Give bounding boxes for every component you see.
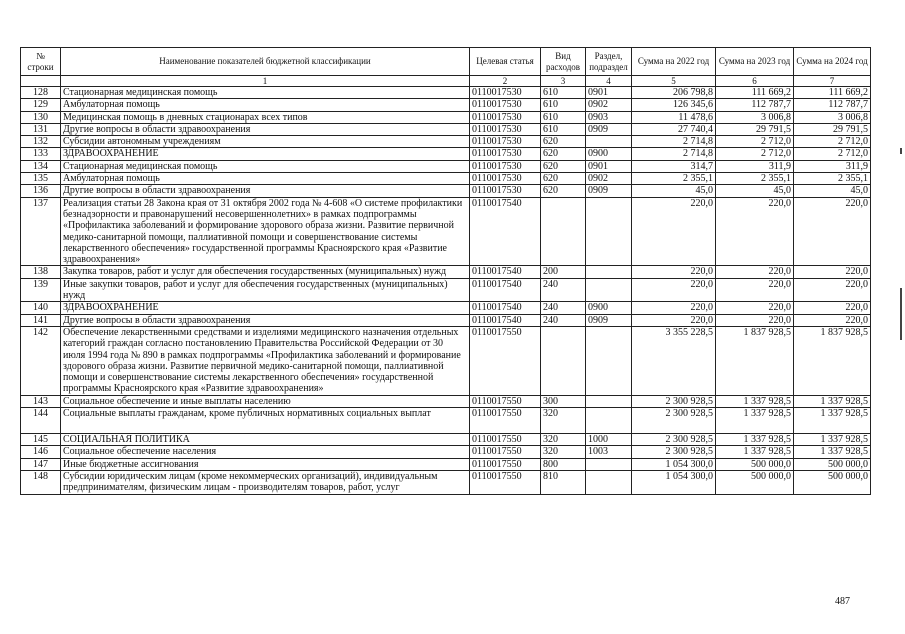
- row-sum-2023: 111 669,2: [716, 87, 794, 99]
- row-sum-2024: 2 712,0: [794, 148, 871, 160]
- row-sum-2022: 220,0: [632, 314, 716, 326]
- row-sum-2023: 2 355,1: [716, 173, 794, 185]
- row-number: 137: [21, 197, 61, 266]
- table-row: [21, 278, 871, 302]
- row-sum-2024: 2 712,0: [794, 136, 871, 148]
- row-target-article: 0110017530: [470, 185, 541, 197]
- row-sum-2024: 111 669,2: [794, 87, 871, 99]
- row-expense-type: 300: [541, 395, 586, 407]
- row-name: ЗДРАВООХРАНЕНИЕ: [61, 302, 470, 314]
- scan-edge-mark: [900, 288, 902, 340]
- row-sum-2023: 2 712,0: [716, 136, 794, 148]
- row-sum-2024: 1 337 928,5: [794, 446, 871, 458]
- row-section: [586, 266, 632, 278]
- table-row: [21, 434, 871, 446]
- row-sum-2024: 29 791,5: [794, 123, 871, 135]
- row-name: Субсидии юридическим лицам (кроме некоммерческих организаций), индивидуальным предпринимателям, физическим лицам - производителям товаров, работ, услуг: [61, 470, 470, 494]
- row-name: Социальное обеспечение и иные выплаты населению: [61, 395, 470, 407]
- row-number: 136: [21, 185, 61, 197]
- row-section: 0902: [586, 173, 632, 185]
- row-section: [586, 408, 632, 434]
- column-number: 6: [716, 76, 794, 87]
- row-number: 143: [21, 395, 61, 407]
- table-row: [21, 197, 871, 266]
- row-name: Социальные выплаты гражданам, кроме публичных нормативных социальных выплат: [61, 408, 470, 434]
- row-name: ЗДРАВООХРАНЕНИЕ: [61, 148, 470, 160]
- row-sum-2024: 1 337 928,5: [794, 408, 871, 434]
- header-row-number: № строки: [21, 48, 61, 76]
- row-sum-2023: 220,0: [716, 266, 794, 278]
- row-expense-type: 610: [541, 99, 586, 111]
- row-name: Закупка товаров, работ и услуг для обеспечения государственных (муниципальных) нужд: [61, 266, 470, 278]
- row-number: 135: [21, 173, 61, 185]
- row-target-article: 0110017540: [470, 266, 541, 278]
- row-sum-2024: 220,0: [794, 314, 871, 326]
- row-sum-2022: 2 714,8: [632, 148, 716, 160]
- table-row: [21, 408, 871, 434]
- row-number: 133: [21, 148, 61, 160]
- row-expense-type: [541, 197, 586, 266]
- row-name: СОЦИАЛЬНАЯ ПОЛИТИКА: [61, 434, 470, 446]
- row-sum-2023: 1 337 928,5: [716, 434, 794, 446]
- table-body: [21, 87, 871, 495]
- row-number: 146: [21, 446, 61, 458]
- column-number: 5: [632, 76, 716, 87]
- header-name: Наименование показателей бюджетной классификации: [61, 48, 470, 76]
- row-sum-2024: 112 787,7: [794, 99, 871, 111]
- row-name: Другие вопросы в области здравоохранения: [61, 123, 470, 135]
- row-sum-2023: 112 787,7: [716, 99, 794, 111]
- row-sum-2022: 220,0: [632, 197, 716, 266]
- header-sum-2023: Сумма на 2023 год: [716, 48, 794, 76]
- row-number: 144: [21, 408, 61, 434]
- row-target-article: 0110017540: [470, 314, 541, 326]
- row-expense-type: 620: [541, 173, 586, 185]
- row-sum-2023: 220,0: [716, 278, 794, 302]
- row-number: 141: [21, 314, 61, 326]
- row-number: 132: [21, 136, 61, 148]
- row-sum-2022: 2 300 928,5: [632, 434, 716, 446]
- row-sum-2022: 27 740,4: [632, 123, 716, 135]
- row-target-article: 0110017540: [470, 278, 541, 302]
- row-sum-2024: 1 337 928,5: [794, 395, 871, 407]
- row-sum-2024: 1 837 928,5: [794, 326, 871, 395]
- row-sum-2023: 311,9: [716, 160, 794, 172]
- table-row: [21, 99, 871, 111]
- row-name: Амбулаторная помощь: [61, 173, 470, 185]
- row-name: Другие вопросы в области здравоохранения: [61, 185, 470, 197]
- row-sum-2022: 3 355 228,5: [632, 326, 716, 395]
- row-sum-2023: 500 000,0: [716, 458, 794, 470]
- row-target-article: 0110017540: [470, 197, 541, 266]
- row-name: Стационарная медицинская помощь: [61, 160, 470, 172]
- table-row: [21, 123, 871, 135]
- table-row: [21, 395, 871, 407]
- row-expense-type: 620: [541, 136, 586, 148]
- row-name: Иные бюджетные ассигнования: [61, 458, 470, 470]
- row-section: 0900: [586, 302, 632, 314]
- row-sum-2023: 1 337 928,5: [716, 395, 794, 407]
- table-header: [21, 48, 871, 87]
- row-expense-type: 610: [541, 111, 586, 123]
- budget-table: [20, 47, 871, 495]
- row-name: Социальное обеспечение населения: [61, 446, 470, 458]
- row-sum-2024: 311,9: [794, 160, 871, 172]
- row-section: 1003: [586, 446, 632, 458]
- row-sum-2023: 500 000,0: [716, 470, 794, 494]
- row-number: 134: [21, 160, 61, 172]
- table-row: [21, 160, 871, 172]
- row-sum-2023: 45,0: [716, 185, 794, 197]
- row-sum-2022: 2 714,8: [632, 136, 716, 148]
- row-name: Медицинская помощь в дневных стационарах всех типов: [61, 111, 470, 123]
- table-row: [21, 185, 871, 197]
- row-sum-2023: 1 337 928,5: [716, 446, 794, 458]
- row-number: 147: [21, 458, 61, 470]
- row-section: [586, 278, 632, 302]
- header-sum-2024: Сумма на 2024 год: [794, 48, 871, 76]
- row-section: 0909: [586, 185, 632, 197]
- row-name: Реализация статьи 28 Закона края от 31 октября 2002 года № 4-608 «О системе профилактики безнадзорности и правонарушений несовершеннолетних» в рамках подпрограммы «Профилактика заболеваний и формирование здорового образа жизни. Развитие первичной медико-санитарной помощи, паллиативной помощи и совершенствование системы лекарственного обеспечения» государственной программы Красноярского края «Развитие здравоохранения»: [61, 197, 470, 266]
- row-expense-type: 320: [541, 408, 586, 434]
- row-target-article: 0110017550: [470, 446, 541, 458]
- row-target-article: 0110017530: [470, 99, 541, 111]
- row-sum-2022: 220,0: [632, 278, 716, 302]
- row-expense-type: 800: [541, 458, 586, 470]
- row-section: 0901: [586, 160, 632, 172]
- column-number: 1: [61, 76, 470, 87]
- row-section: [586, 470, 632, 494]
- row-sum-2024: 1 337 928,5: [794, 434, 871, 446]
- row-section: 0902: [586, 99, 632, 111]
- table-row: [21, 314, 871, 326]
- row-sum-2024: 45,0: [794, 185, 871, 197]
- column-number: 4: [586, 76, 632, 87]
- row-sum-2024: 220,0: [794, 302, 871, 314]
- row-number: 138: [21, 266, 61, 278]
- row-target-article: 0110017550: [470, 470, 541, 494]
- page-number: 487: [835, 596, 850, 607]
- table-row: [21, 111, 871, 123]
- table-row: [21, 302, 871, 314]
- row-expense-type: 240: [541, 278, 586, 302]
- row-section: 0900: [586, 148, 632, 160]
- row-section: [586, 458, 632, 470]
- row-sum-2023: 29 791,5: [716, 123, 794, 135]
- row-sum-2024: 500 000,0: [794, 458, 871, 470]
- row-sum-2024: 220,0: [794, 278, 871, 302]
- table-row: [21, 87, 871, 99]
- row-expense-type: 240: [541, 302, 586, 314]
- row-number: 129: [21, 99, 61, 111]
- column-number: 2: [470, 76, 541, 87]
- row-sum-2022: 2 300 928,5: [632, 408, 716, 434]
- table-row: [21, 148, 871, 160]
- row-target-article: 0110017550: [470, 434, 541, 446]
- row-expense-type: 240: [541, 314, 586, 326]
- row-sum-2023: 3 006,8: [716, 111, 794, 123]
- row-target-article: 0110017530: [470, 123, 541, 135]
- row-target-article: 0110017530: [470, 111, 541, 123]
- row-section: [586, 395, 632, 407]
- row-expense-type: 610: [541, 87, 586, 99]
- row-number: 130: [21, 111, 61, 123]
- row-target-article: 0110017530: [470, 160, 541, 172]
- row-sum-2022: 11 478,6: [632, 111, 716, 123]
- header-expense-type: Вид расходов: [541, 48, 586, 76]
- scan-edge-mark: [900, 148, 902, 154]
- row-name: Амбулаторная помощь: [61, 99, 470, 111]
- row-sum-2023: 1 837 928,5: [716, 326, 794, 395]
- table-row: [21, 458, 871, 470]
- row-expense-type: 610: [541, 123, 586, 135]
- row-sum-2023: 2 712,0: [716, 148, 794, 160]
- row-section: [586, 326, 632, 395]
- table-row: [21, 266, 871, 278]
- row-name: Стационарная медицинская помощь: [61, 87, 470, 99]
- row-number: 140: [21, 302, 61, 314]
- row-section: [586, 136, 632, 148]
- row-sum-2022: 2 355,1: [632, 173, 716, 185]
- row-expense-type: 320: [541, 446, 586, 458]
- row-section: [586, 197, 632, 266]
- row-sum-2022: 2 300 928,5: [632, 446, 716, 458]
- row-sum-2023: 1 337 928,5: [716, 408, 794, 434]
- row-target-article: 0110017550: [470, 408, 541, 434]
- row-target-article: 0110017550: [470, 395, 541, 407]
- table-row: [21, 136, 871, 148]
- header-section: Раздел, подраздел: [586, 48, 632, 76]
- table-row: [21, 326, 871, 395]
- row-sum-2022: 206 798,8: [632, 87, 716, 99]
- row-sum-2024: 220,0: [794, 266, 871, 278]
- row-sum-2022: 220,0: [632, 302, 716, 314]
- row-target-article: 0110017530: [470, 87, 541, 99]
- row-target-article: 0110017550: [470, 326, 541, 395]
- row-section: 0909: [586, 123, 632, 135]
- row-target-article: 0110017530: [470, 148, 541, 160]
- row-sum-2022: 45,0: [632, 185, 716, 197]
- row-name: Другие вопросы в области здравоохранения: [61, 314, 470, 326]
- row-sum-2022: 1 054 300,0: [632, 458, 716, 470]
- column-number: 3: [541, 76, 586, 87]
- row-number: 128: [21, 87, 61, 99]
- row-number: 148: [21, 470, 61, 494]
- row-target-article: 0110017530: [470, 173, 541, 185]
- row-expense-type: 620: [541, 148, 586, 160]
- row-target-article: 0110017540: [470, 302, 541, 314]
- row-name: Субсидии автономным учреждениям: [61, 136, 470, 148]
- table-row: [21, 173, 871, 185]
- row-sum-2024: 2 355,1: [794, 173, 871, 185]
- row-sum-2024: 3 006,8: [794, 111, 871, 123]
- row-section: 1000: [586, 434, 632, 446]
- column-number: [21, 76, 61, 87]
- row-sum-2022: 2 300 928,5: [632, 395, 716, 407]
- row-sum-2023: 220,0: [716, 302, 794, 314]
- column-number: 7: [794, 76, 871, 87]
- table-row: [21, 446, 871, 458]
- row-section: 0901: [586, 87, 632, 99]
- row-sum-2023: 220,0: [716, 197, 794, 266]
- row-sum-2024: 220,0: [794, 197, 871, 266]
- row-sum-2022: 126 345,6: [632, 99, 716, 111]
- table-row: [21, 470, 871, 494]
- row-expense-type: 810: [541, 470, 586, 494]
- row-expense-type: 620: [541, 185, 586, 197]
- row-number: 145: [21, 434, 61, 446]
- row-target-article: 0110017550: [470, 458, 541, 470]
- row-sum-2022: 220,0: [632, 266, 716, 278]
- header-target-article: Целевая статья: [470, 48, 541, 76]
- row-number: 142: [21, 326, 61, 395]
- row-target-article: 0110017530: [470, 136, 541, 148]
- row-sum-2023: 220,0: [716, 314, 794, 326]
- row-section: 0909: [586, 314, 632, 326]
- row-sum-2022: 1 054 300,0: [632, 470, 716, 494]
- row-expense-type: 200: [541, 266, 586, 278]
- row-sum-2024: 500 000,0: [794, 470, 871, 494]
- row-number: 139: [21, 278, 61, 302]
- header-sum-2022: Сумма на 2022 год: [632, 48, 716, 76]
- row-sum-2022: 314,7: [632, 160, 716, 172]
- row-number: 131: [21, 123, 61, 135]
- row-name: Обеспечение лекарственными средствами и изделиями медицинского назначения отдельных категорий граждан согласно постановлению Правительства Российской Федерации от 30 июля 1994 года № 890 в рамках подпрограммы «Профилактика заболеваний и формирование здорового образа жизни. Развитие первичной медико-санитарной помощи, паллиативной помощи и совершенствование системы лекарственного обеспечения» государственной программы Красноярского края «Развитие здравоохранения»: [61, 326, 470, 395]
- row-section: 0903: [586, 111, 632, 123]
- row-expense-type: 320: [541, 434, 586, 446]
- row-expense-type: [541, 326, 586, 395]
- row-expense-type: 620: [541, 160, 586, 172]
- row-name: Иные закупки товаров, работ и услуг для обеспечения государственных (муниципальных) нужд: [61, 278, 470, 302]
